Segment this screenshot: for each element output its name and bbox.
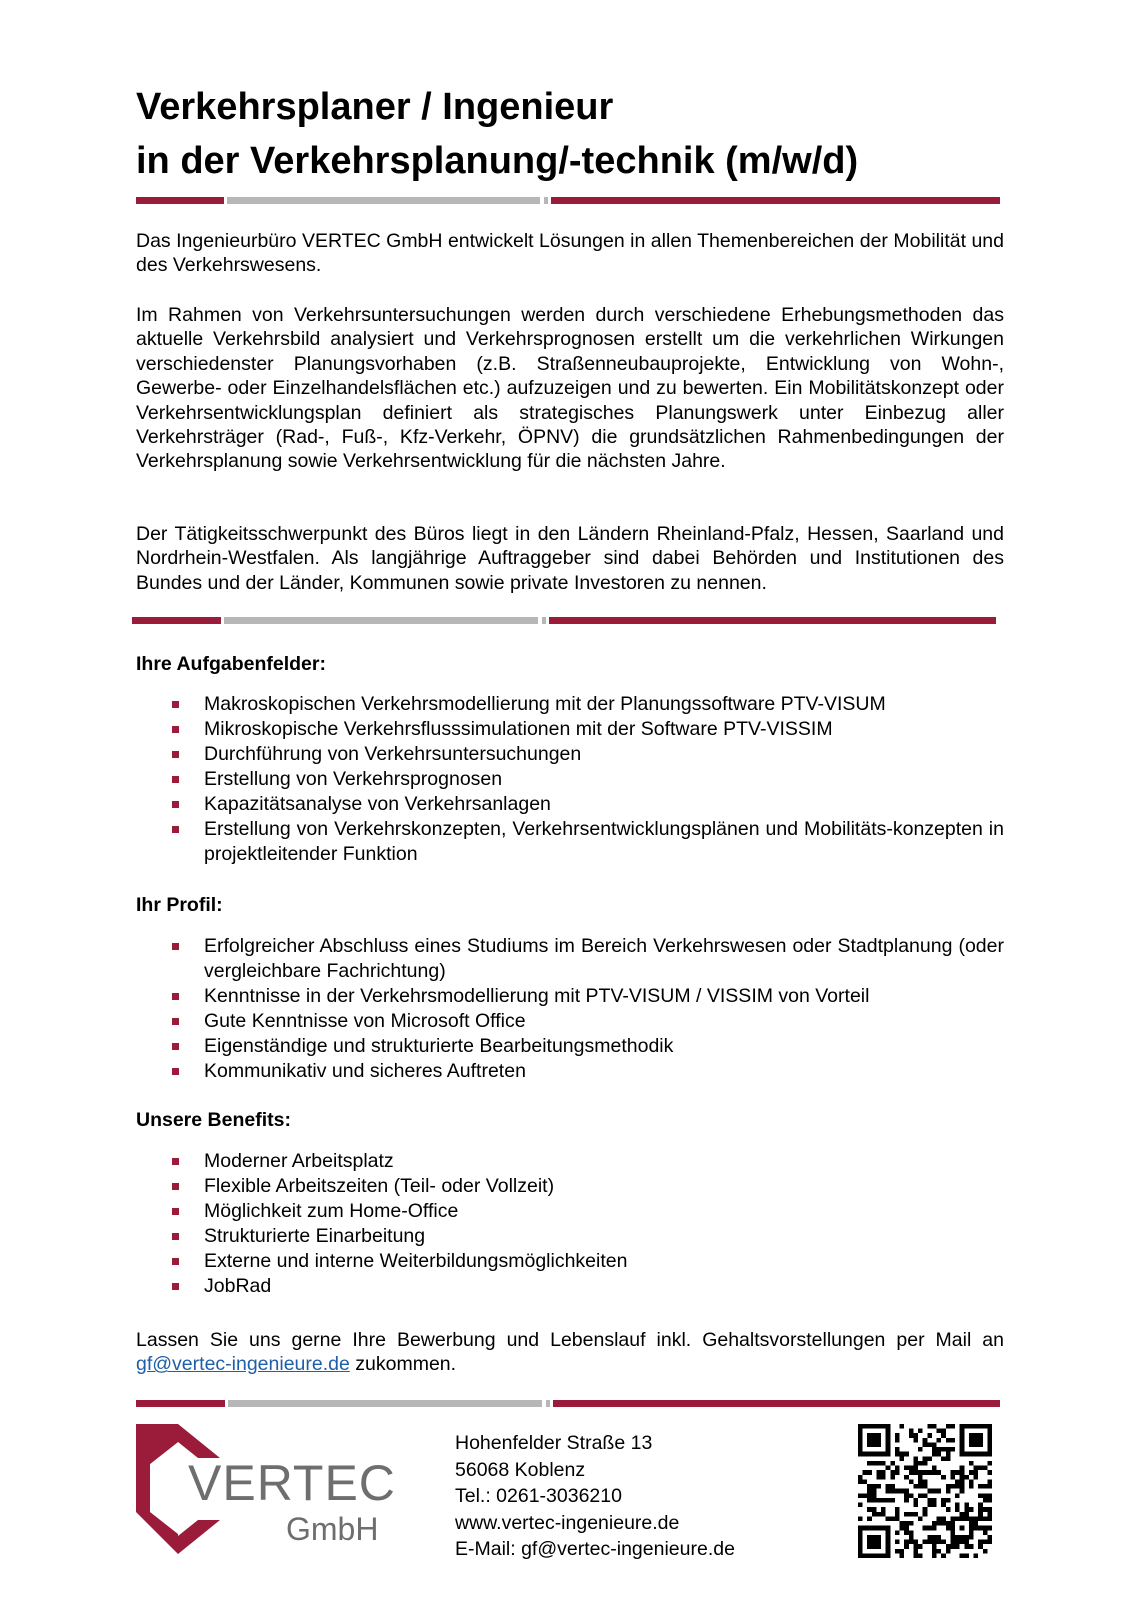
list-item: Kommunikativ und sicheres Auftreten bbox=[136, 1059, 1004, 1084]
bullet-square-icon bbox=[172, 993, 179, 1000]
bullet-square-icon bbox=[172, 1018, 179, 1025]
tasks-heading: Ihre Aufgabenfelder: bbox=[136, 653, 326, 675]
title-line-2: in der Verkehrsplanung/-technik (m/w/d) bbox=[136, 140, 859, 182]
list-item: Moderner Arbeitsplatz bbox=[136, 1149, 1004, 1174]
list-item: Flexible Arbeitszeiten (Teil- oder Vollzeit) bbox=[136, 1174, 1004, 1199]
list-item: Eigenständige und strukturierte Bearbeitungsmethodik bbox=[136, 1034, 1004, 1059]
bullet-square-icon bbox=[172, 1183, 179, 1190]
divider-rule bbox=[132, 617, 996, 624]
bullet-square-icon bbox=[172, 751, 179, 758]
profile-list bbox=[136, 934, 1004, 1084]
list-item: Gute Kenntnisse von Microsoft Office bbox=[136, 1009, 1004, 1034]
bullet-square-icon bbox=[172, 801, 179, 808]
bullet-square-icon bbox=[172, 1208, 179, 1215]
contact-address bbox=[455, 1430, 735, 1563]
address-phone: Tel.: 0261-3036210 bbox=[455, 1485, 622, 1507]
intro-paragraph-3: Der Tätigkeitsschwerpunkt des Büros liegt in den Ländern Rheinland-Pfalz, Hessen, Saarland und Nordrhein-Westfalen. Als langjährige Auftraggeber sind dabei Behörden und Institutionen des Bundes und der Länder, Kommunen sowie private Investoren zu nennen. bbox=[136, 523, 1004, 594]
address-city: 56068 Koblenz bbox=[455, 1458, 586, 1481]
profile-heading: Ihr Profil: bbox=[136, 894, 223, 916]
list-item: Erstellung von Verkehrskonzepten, Verkehrsentwicklungsplänen und Mobilitäts-konzepten in projektleitender Funktion bbox=[136, 817, 1004, 867]
qr-code-icon bbox=[858, 1424, 992, 1558]
list-item: Mikroskopische Verkehrsflusssimulationen mit der Software PTV-VISSIM bbox=[136, 717, 1004, 742]
closing-text: Lassen Sie uns gerne Ihre Bewerbung und Lebenslauf inkl. Gehaltsvorstellungen per Mail an bbox=[136, 1329, 1004, 1351]
page-title bbox=[136, 80, 1036, 188]
list-item: Durchführung von Verkehrsuntersuchungen bbox=[136, 742, 1004, 767]
bullet-square-icon bbox=[172, 943, 179, 950]
divider-rule bbox=[136, 197, 1000, 204]
title-line-1: Verkehrsplaner / Ingenieur bbox=[136, 86, 614, 128]
svg-text:VERTEC: VERTEC bbox=[188, 1455, 396, 1511]
svg-text:GmbH: GmbH bbox=[286, 1511, 379, 1547]
address-website: www.vertec-ingenieure.de bbox=[455, 1511, 680, 1534]
list-item: JobRad bbox=[136, 1274, 1004, 1299]
list-item: Strukturierte Einarbeitung bbox=[136, 1224, 1004, 1249]
bullet-square-icon bbox=[172, 726, 179, 733]
divider-rule bbox=[136, 1400, 1000, 1407]
list-item: Externe und interne Weiterbildungsmöglichkeiten bbox=[136, 1249, 1004, 1274]
list-item: Kenntnisse in der Verkehrsmodellierung mit PTV-VISUM / VISSIM von Vorteil bbox=[136, 984, 1004, 1009]
address-email: E-Mail: gf@vertec-ingenieure.de bbox=[455, 1538, 735, 1560]
list-item: Erstellung von Verkehrsprognosen bbox=[136, 767, 1004, 792]
intro-paragraph-2: Im Rahmen von Verkehrsuntersuchungen werden durch verschiedene Erhebungsmethoden das aktuelle Verkehrsbild analysiert und Verkehrsprognosen erstellt um die verkehrlichen Wirkungen verschiedenster Planungsvorhaben (z.B. Straßenneubauprojekte, Entwicklung von Wohn-, Gewerbe- oder Einzelhandelsflächen etc.) aufzuzeigen und zu bewerten. Ein Mobilitätskonzept oder Verkehrsentwicklungsplan definiert als strategisches Planungswerk unter Einbezug aller Verkehrsträger (Rad-, Fuß-, Kfz-Verkehr, ÖPNV) die grundsätzlichen Rahmenbedingungen der Verkehrsplanung sowie Verkehrsentwicklung für die nächsten Jahre. bbox=[136, 304, 1004, 473]
benefits-list bbox=[136, 1149, 1004, 1299]
bullet-square-icon bbox=[172, 1158, 179, 1165]
vertec-logo bbox=[136, 1424, 396, 1554]
bullet-square-icon bbox=[172, 701, 179, 708]
vertec-logo-mark-icon bbox=[136, 1424, 396, 1554]
bullet-square-icon bbox=[172, 1233, 179, 1240]
email-link[interactable]: gf@vertec-ingenieure.de bbox=[136, 1353, 350, 1376]
bullet-square-icon bbox=[172, 1068, 179, 1075]
list-item: Möglichkeit zum Home-Office bbox=[136, 1199, 1004, 1224]
bullet-square-icon bbox=[172, 776, 179, 783]
tasks-list bbox=[136, 692, 1004, 867]
list-item: Makroskopischen Verkehrsmodellierung mit der Planungssoftware PTV-VISUM bbox=[136, 692, 1004, 717]
closing-text-end: zukommen. bbox=[349, 1353, 457, 1376]
bullet-square-icon bbox=[172, 1043, 179, 1050]
bullet-square-icon bbox=[172, 1258, 179, 1265]
bullet-square-icon bbox=[172, 1283, 179, 1290]
intro-paragraph-1: Das Ingenieurbüro VERTEC GmbH entwickelt Lösungen in allen Themenbereichen der Mobilität und des Verkehrswesens. bbox=[136, 230, 1004, 277]
closing-paragraph bbox=[136, 1328, 1004, 1377]
benefits-heading: Unsere Benefits: bbox=[136, 1109, 291, 1131]
address-street: Hohenfelder Straße 13 bbox=[455, 1432, 653, 1454]
list-item: Kapazitätsanalyse von Verkehrsanlagen bbox=[136, 792, 1004, 817]
bullet-square-icon bbox=[172, 826, 179, 833]
list-item: Erfolgreicher Abschluss eines Studiums im Bereich Verkehrswesen oder Stadtplanung (oder vergleichbare Fachrichtung) bbox=[136, 934, 1004, 984]
